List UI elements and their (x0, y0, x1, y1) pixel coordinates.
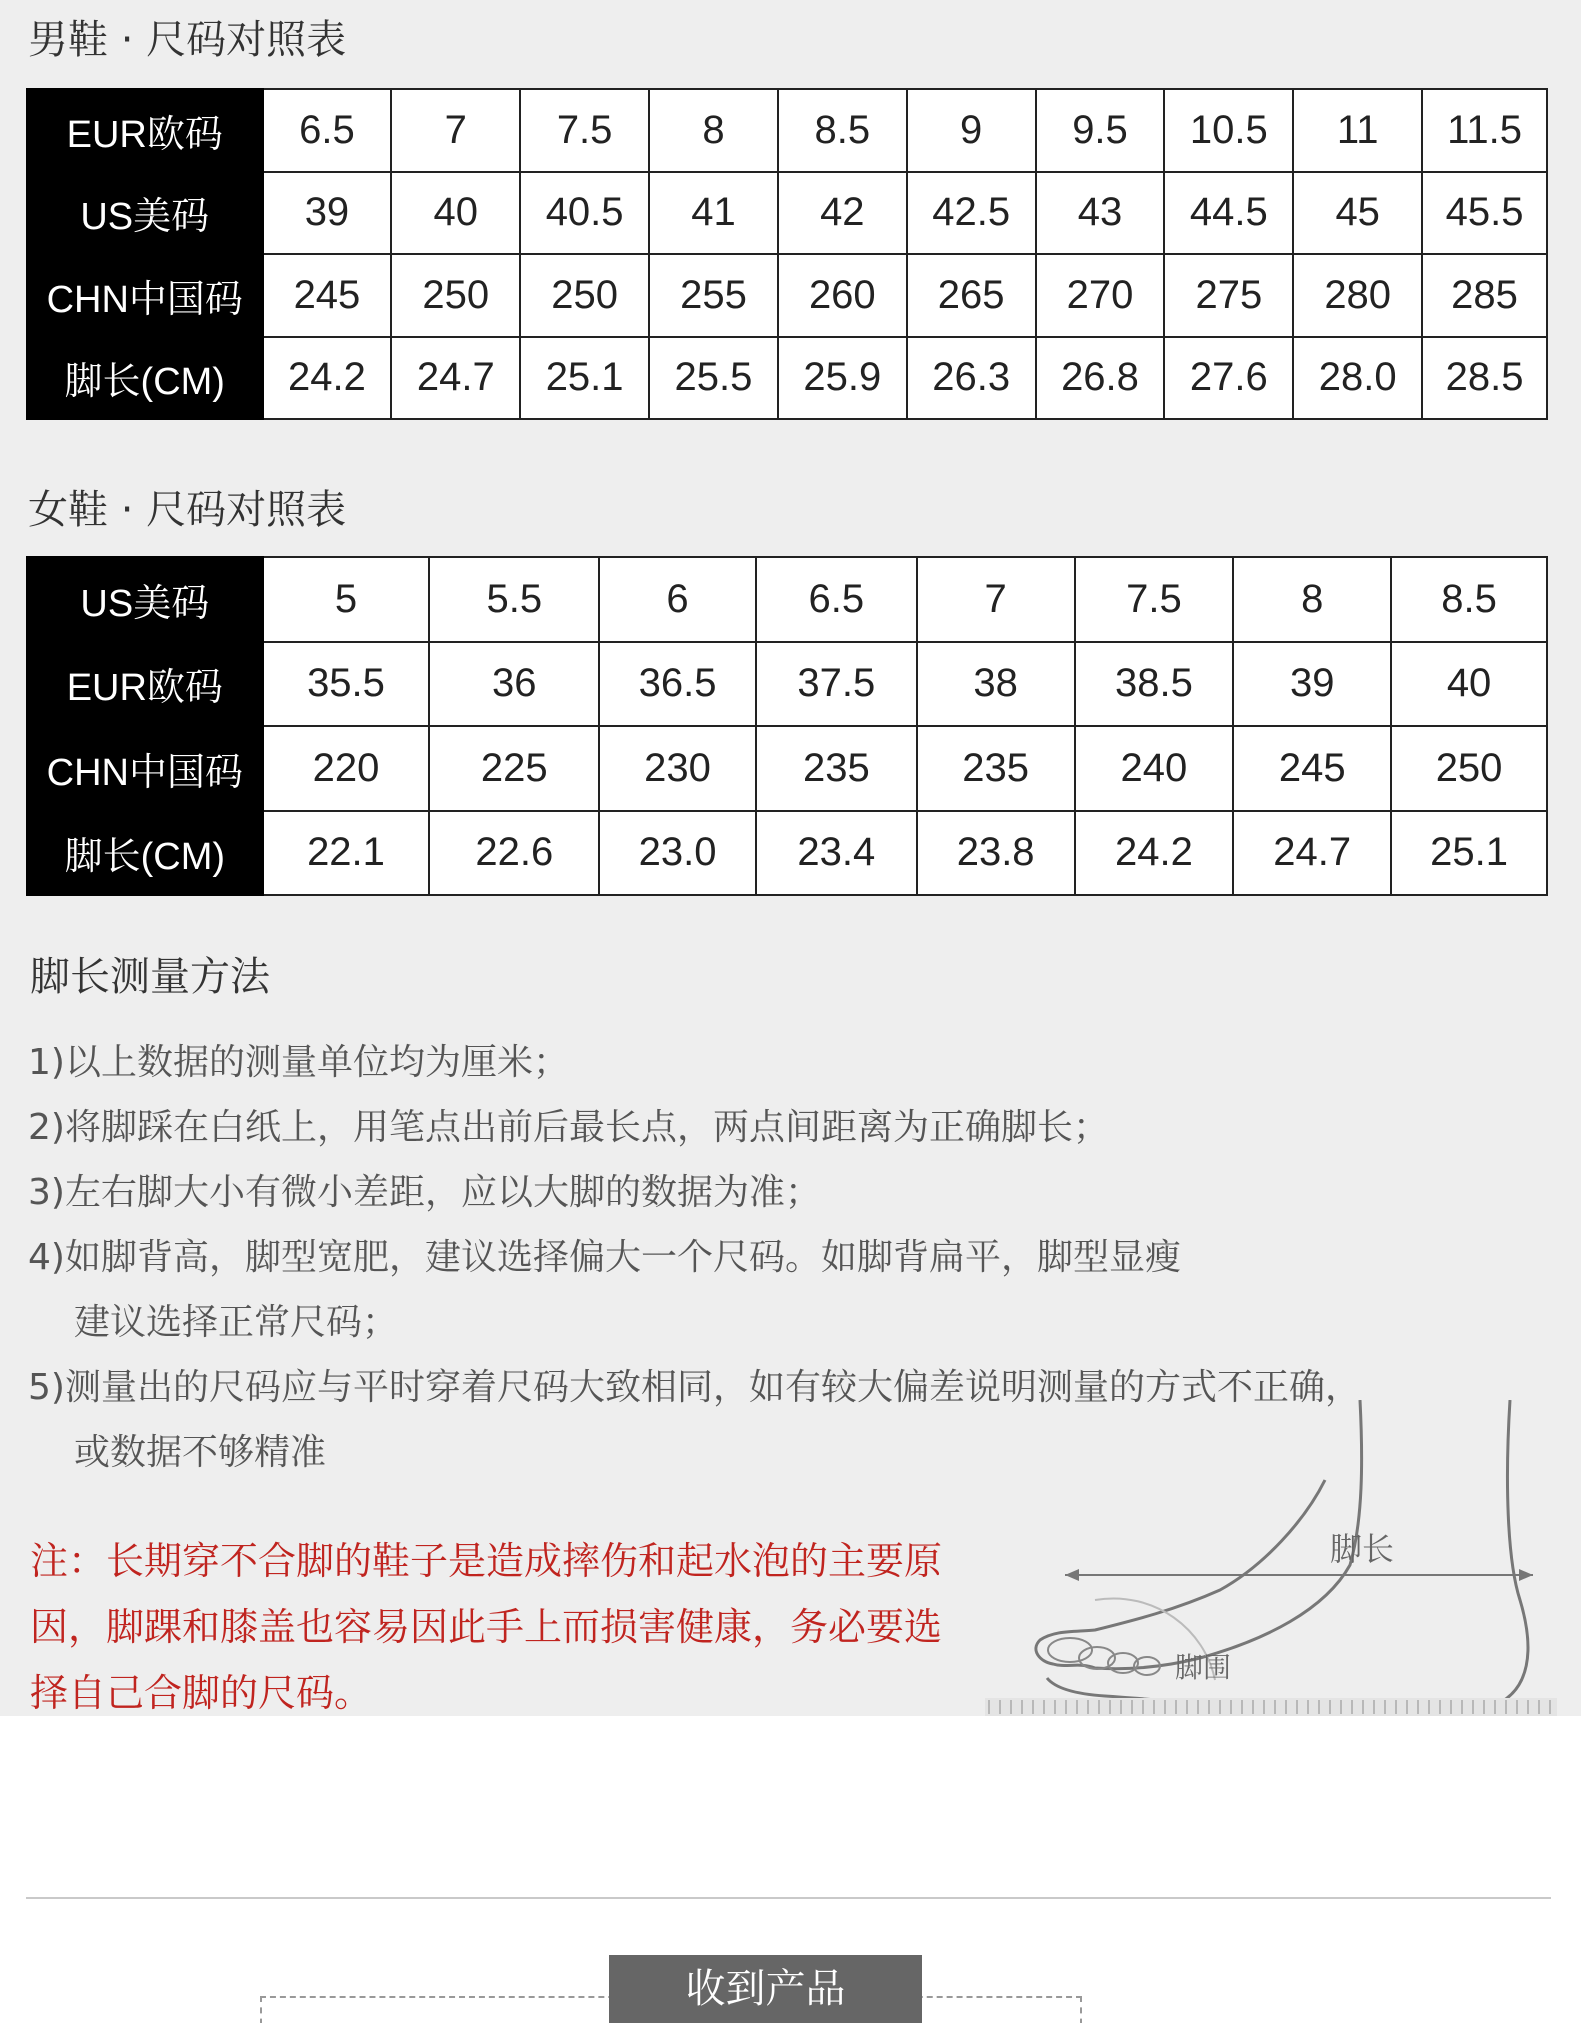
women-size-cell: 23.8 (917, 811, 1075, 896)
women-size-cell: 22.1 (263, 811, 430, 896)
women-size-cell: 225 (429, 726, 599, 811)
men-size-cell: 27.6 (1164, 337, 1293, 420)
women-size-row (27, 557, 1547, 642)
women-size-cell: 39 (1233, 642, 1391, 727)
rule-2: 2)将脚踩在白纸上，用笔点出前后最长点，两点间距离为正确脚长； (28, 1107, 1109, 1148)
women-size-cell: 35.5 (263, 642, 430, 727)
women-size-row (27, 642, 1547, 727)
women-size-cell: 40 (1391, 642, 1547, 727)
men-size-cell: 25.1 (520, 337, 649, 420)
men-size-cell: 250 (520, 254, 649, 337)
women-size-cell: 250 (1391, 726, 1547, 811)
men-size-row-label: EUR欧码 (27, 89, 263, 172)
men-size-cell: 255 (649, 254, 778, 337)
rule-5: 5)测量出的尺码应与平时穿着尺码大致相同，如有较大偏差说明测量的方式不正确， (28, 1367, 1361, 1408)
men-size-cell: 28.5 (1422, 337, 1547, 420)
men-size-row (27, 172, 1547, 255)
men-size-cell: 45 (1293, 172, 1422, 255)
men-size-cell: 260 (778, 254, 907, 337)
men-size-row (27, 254, 1547, 337)
men-size-cell: 9.5 (1036, 89, 1165, 172)
women-size-cell: 36 (429, 642, 599, 727)
men-size-cell: 28.0 (1293, 337, 1422, 420)
ruler-strip (985, 1698, 1557, 1716)
women-size-title: 女鞋 · 尺码对照表 (28, 487, 347, 533)
men-size-cell: 7.5 (520, 89, 649, 172)
women-size-cell: 6.5 (756, 557, 917, 642)
men-size-cell: 39 (263, 172, 392, 255)
women-size-row-label: 脚长(CM) (27, 811, 263, 896)
rule-1: 1)以上数据的测量单位均为厘米； (28, 1042, 569, 1083)
men-size-row (27, 337, 1547, 420)
men-size-cell: 26.3 (907, 337, 1036, 420)
men-size-cell: 270 (1036, 254, 1165, 337)
men-size-row-label: US美码 (27, 172, 263, 255)
men-size-cell: 40.5 (520, 172, 649, 255)
men-size-cell: 40 (391, 172, 520, 255)
women-size-cell: 5.5 (429, 557, 599, 642)
women-size-row-label: CHN中国码 (27, 726, 263, 811)
women-size-cell: 220 (263, 726, 430, 811)
men-size-cell: 265 (907, 254, 1036, 337)
rule-5-continued: 或数据不够精准 (74, 1432, 327, 1473)
men-size-row-label: 脚长(CM) (27, 337, 263, 420)
women-size-table (26, 556, 1548, 896)
women-size-row-label: US美码 (27, 557, 263, 642)
men-size-cell: 8.5 (778, 89, 907, 172)
women-size-cell: 8.5 (1391, 557, 1547, 642)
men-size-cell: 41 (649, 172, 778, 255)
men-size-cell: 42.5 (907, 172, 1036, 255)
men-size-cell: 24.7 (391, 337, 520, 420)
men-size-cell: 250 (391, 254, 520, 337)
men-size-cell: 43 (1036, 172, 1165, 255)
men-size-cell: 24.2 (263, 337, 392, 420)
rule-4: 4)如脚背高，脚型宽肥，建议选择偏大一个尺码。如脚背扁平，脚型显瘦 (28, 1237, 1181, 1278)
rule-3: 3)左右脚大小有微小差距，应以大脚的数据为准； (28, 1172, 821, 1213)
foot-measurement-illustration (985, 1400, 1565, 1716)
women-size-cell: 5 (263, 557, 430, 642)
women-size-cell: 240 (1075, 726, 1234, 811)
women-size-cell: 37.5 (756, 642, 917, 727)
women-size-cell: 8 (1233, 557, 1391, 642)
women-size-cell: 235 (756, 726, 917, 811)
women-size-row-label: EUR欧码 (27, 642, 263, 727)
women-size-row (27, 811, 1547, 896)
men-size-cell: 8 (649, 89, 778, 172)
men-size-cell: 7 (391, 89, 520, 172)
women-size-row (27, 726, 1547, 811)
warning-note: 注：长期穿不合脚的鞋子是造成摔伤和起水泡的主要原因，脚踝和膝盖也容易因此手上而损害健康，务必要选择自己合脚的尺码。 (30, 1539, 943, 1715)
men-size-title: 男鞋 · 尺码对照表 (28, 17, 347, 63)
men-size-cell: 11 (1293, 89, 1422, 172)
foot-outline-top (1036, 1400, 1362, 1669)
men-size-row (27, 89, 1547, 172)
men-size-cell: 25.5 (649, 337, 778, 420)
women-size-cell: 22.6 (429, 811, 599, 896)
arrow-right-icon (1519, 1569, 1533, 1581)
women-size-cell: 38 (917, 642, 1075, 727)
men-size-cell: 25.9 (778, 337, 907, 420)
women-size-cell: 235 (917, 726, 1075, 811)
men-size-cell: 280 (1293, 254, 1422, 337)
women-size-cell: 23.4 (756, 811, 917, 896)
men-size-cell: 9 (907, 89, 1036, 172)
men-size-cell: 6.5 (263, 89, 392, 172)
length-label: 脚长 (1330, 1530, 1395, 1568)
women-size-cell: 230 (599, 726, 756, 811)
men-size-cell: 44.5 (1164, 172, 1293, 255)
men-size-cell: 245 (263, 254, 392, 337)
men-size-cell: 285 (1422, 254, 1547, 337)
women-size-cell: 38.5 (1075, 642, 1234, 727)
men-size-row-label: CHN中国码 (27, 254, 263, 337)
rule-4-continued: 建议选择正常尺码； (74, 1302, 399, 1343)
men-size-table (26, 88, 1548, 420)
women-size-cell: 6 (599, 557, 756, 642)
arrow-left-icon (1065, 1569, 1079, 1581)
women-size-cell: 245 (1233, 726, 1391, 811)
men-size-cell: 45.5 (1422, 172, 1547, 255)
women-size-cell: 7 (917, 557, 1075, 642)
men-size-cell: 11.5 (1422, 89, 1547, 172)
women-size-cell: 24.7 (1233, 811, 1391, 896)
section-divider (26, 1897, 1551, 1899)
girth-label: 脚围 (1175, 1651, 1232, 1684)
measure-method-title: 脚长测量方法 (30, 954, 270, 1000)
women-size-cell: 23.0 (599, 811, 756, 896)
women-size-cell: 24.2 (1075, 811, 1234, 896)
men-size-cell: 275 (1164, 254, 1293, 337)
men-size-cell: 26.8 (1036, 337, 1165, 420)
men-size-cell: 42 (778, 172, 907, 255)
women-size-cell: 7.5 (1075, 557, 1234, 642)
women-size-cell: 36.5 (599, 642, 756, 727)
women-size-cell: 25.1 (1391, 811, 1547, 896)
men-size-cell: 10.5 (1164, 89, 1293, 172)
received-product-tab: 收到产品 (609, 1955, 922, 2023)
